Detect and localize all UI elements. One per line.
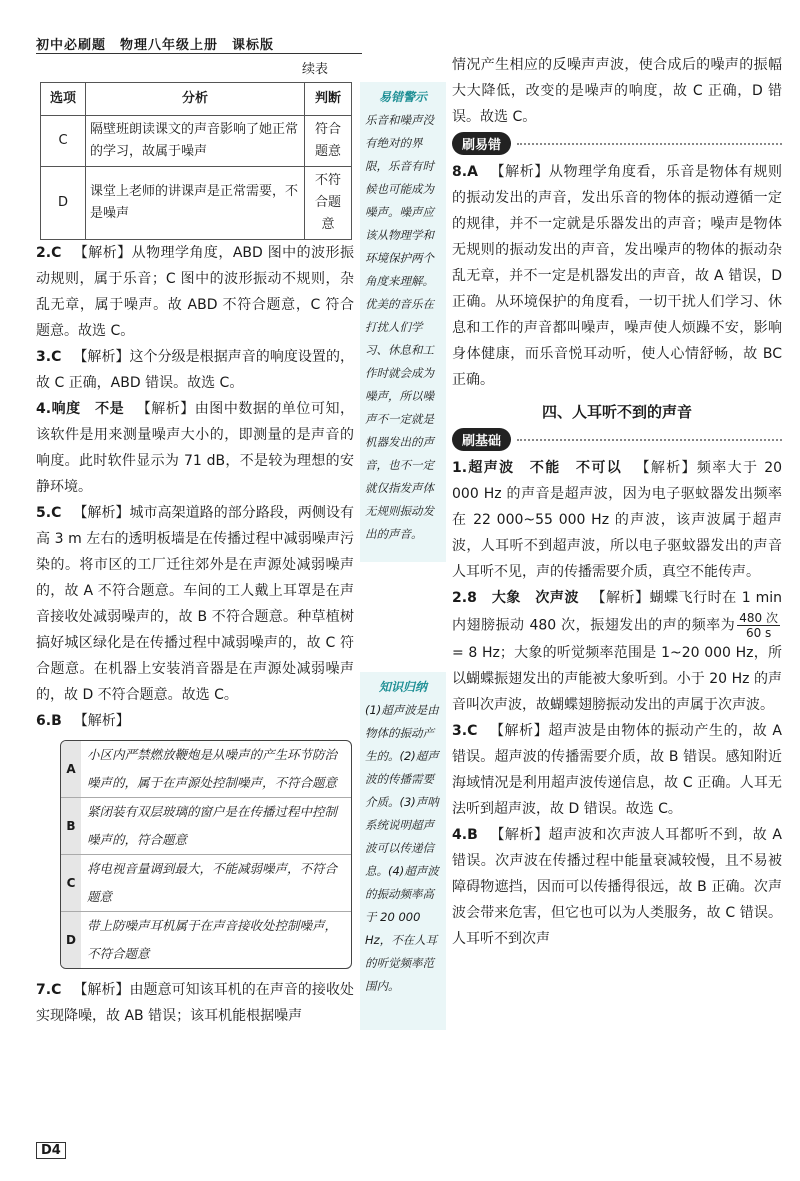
sidebar-knowledge bbox=[360, 672, 446, 1030]
table-header-cell: 判断 bbox=[305, 83, 352, 116]
option-letter: B bbox=[61, 798, 81, 854]
banner-dots bbox=[517, 143, 782, 145]
table-header-cell: 分析 bbox=[86, 83, 305, 116]
analysis-cell: 隔壁班朗读课文的声音影响了她正常的学习，故属于噪声 bbox=[86, 116, 305, 167]
option-row bbox=[61, 798, 351, 855]
banner-tag: 刷基础 bbox=[452, 428, 511, 451]
judge-cell: 不符合题意 bbox=[305, 167, 352, 240]
option-letter: A bbox=[61, 741, 81, 797]
option-row bbox=[61, 741, 351, 798]
option-analysis-box bbox=[60, 740, 352, 969]
answer-r4: 4.B 【解析】超声波和次声波人耳都听不到，故 A 错误。次声波在传播过程中能量衰减较慢，且不易被障碍物遮挡，因而可以传播得很远，故 B 正确。次声波会带来危害，但它也可以为人类服务，故 C 错误。人耳听不到次声 bbox=[452, 827, 782, 947]
answer-7: 7.C 【解析】由题意可知该耳机的在声音的接收处实现降噪，故 AB 错误；该耳机能根据噪声 bbox=[36, 982, 354, 1024]
table-row bbox=[41, 116, 352, 167]
banner-dots bbox=[517, 439, 782, 441]
analysis-table bbox=[40, 82, 352, 240]
answer-4: 4.响度 不是 【解析】由图中数据的单位可知，该软件是用来测量噪声大小的，即测量的是声音的响度。此时软件显示为 71 dB，不是较为理想的安静环境。 bbox=[36, 401, 354, 495]
sidebar-title: 知识归纳 bbox=[378, 680, 427, 694]
right-column bbox=[452, 52, 782, 952]
page-number: D4 bbox=[36, 1142, 66, 1159]
option-text: 带上防噪声耳机属于在声音接收处控制噪声，不符合题意 bbox=[87, 918, 338, 961]
sidebar-title: 易错警示 bbox=[378, 90, 427, 104]
sidebar-tip-error bbox=[360, 82, 446, 562]
option-text: 将电视音量调到最大，不能减弱噪声，不符合题意 bbox=[87, 861, 338, 904]
answer-r3: 3.C 【解析】超声波是由物体的振动产生的，故 A 错误。超声波的传播需要介质，故 B 错误。感知附近海域情况是利用超声波传递信息，故 C 正确。人耳无法听到超声波，故 D 错误。故选 C。 bbox=[452, 723, 782, 817]
option-text: 小区内严禁燃放鞭炮是从噪声的产生环节防治噪声的，属于在声源处控制噪声，不符合题意 bbox=[87, 747, 338, 790]
banner-easy-error bbox=[452, 132, 782, 155]
sidebar-text: 乐音和噪声没有绝对的界限，乐音有时候也可能成为噪声。噪声应该从物理学和环境保护两个角度来理解。优美的音乐在打扰人们学习、休息和工作时就会成为噪声，所以噪声不一定就是机器发出的声音，也不一定就仅指发声体无规则振动发出的声音。 bbox=[365, 113, 434, 541]
banner-basics bbox=[452, 428, 782, 451]
option-letter: D bbox=[61, 912, 81, 968]
option-cell: D bbox=[41, 167, 86, 240]
table-caption: 续表 bbox=[301, 62, 328, 77]
table-row bbox=[41, 167, 352, 240]
fraction: $\frac{\text{480 次}}{60 s}$ bbox=[739, 611, 778, 640]
answer-5: 5.C 【解析】城市高架道路的部分路段，两侧设有高 3 m 左右的透明板墙是在传播过程中减弱噪声污染的。将市区的工厂迁往郊外是在声源处减弱噪声的，故 A 不符合题意。车间的工人戴上耳罩是在声音接收处减弱噪声的，故 B 不符合题意。种草植树搞好城区绿化是在传播过程中减弱噪声的，故 C 符合题意。在机器上安装消音器是在声源处减弱噪声的，故 D 不符合题意。故选 C。 bbox=[36, 505, 354, 703]
judge-cell: 符合题意 bbox=[305, 116, 352, 167]
answer-3: 3.C 【解析】这个分级是根据声音的响度设置的，故 C 正确，ABD 错误。故选 C。 bbox=[36, 349, 354, 391]
answer-8: 8.A 【解析】从物理学角度看，乐音是物体有规则的振动发出的声音，发出乐音的物体的振动遵循一定的规律，并不一定就是乐器发出的声音；噪声是物体无规则的振动发出的声音，发出噪声的物体的振动杂乱无章，并不一定是机器发出的声音，故 A 错误，D 正确。从环境保护的角度看，一切干扰人们学习、休息和工作的声音都叫噪声，噪声使人烦躁不安，影响身体健康，而乐音悦耳动听，使人心情舒畅，故 BC 正确。 bbox=[452, 164, 782, 388]
option-row bbox=[61, 912, 351, 968]
table-header-cell: 选项 bbox=[41, 83, 86, 116]
answer-2: 2.C 【解析】从物理学角度，ABD 图中的波形振动规则，属于乐音；C 图中的波形振动不规则，杂乱无章，属于噪声。故 ABD 不符合题意，C 符合题意。故选 C。 bbox=[36, 245, 354, 339]
sidebar-text: (1)超声波是由物体的振动产生的。(2)超声波的传播需要介质。(3)声呐系统说明超声波可以传递信息。(4)超声波的振动频率高于 20 000 Hz，不在人耳的听觉频率范围内。 bbox=[365, 703, 439, 993]
left-column bbox=[36, 60, 354, 1029]
answer-r2: 2.8 大象 次声波 【解析】蝴蝶飞行时在 1 min 内翅膀振动 480 次，振翅发出的声的频率为 $\frac{\text{480 次}}{60 s}$ = 8 Hz；大象的听觉频率范围是 1~20 000 Hz，所以蝴蝶振翅发出的声能被大象听到。小于 20 Hz 的声音叫次声波，故蝴蝶翅膀振动发出的声属于次声波。 bbox=[452, 590, 782, 713]
answer-6: 6.B 【解析】 bbox=[36, 713, 130, 729]
running-header: 初中必刷题 物理八年级上册 课标版 bbox=[36, 38, 275, 53]
banner-tag: 刷易错 bbox=[452, 132, 511, 155]
option-text: 紧闭装有双层玻璃的窗户是在传播过程中控制噪声的，符合题意 bbox=[87, 804, 338, 847]
analysis-cell: 课堂上老师的讲课声是正常需要，不是噪声 bbox=[86, 167, 305, 240]
answer-r1: 1.超声波 不能 不可以 【解析】频率大于 20 000 Hz 的声音是超声波，因为电子驱蚊器发出频率在 22 000~55 000 Hz 的声波，该声波属于超声波，人耳听不到超声波，所以电子驱蚊器发出的声音人耳听不见，声的传播需要介质，真空不能传声。 bbox=[452, 460, 783, 580]
option-cell: C bbox=[41, 116, 86, 167]
answer-7-continued: 情况产生相应的反噪声声波，使合成后的噪声的振幅大大降低，改变的是噪声的响度，故 C 正确，D 错误。故选 C。 bbox=[452, 57, 782, 125]
option-letter: C bbox=[61, 855, 81, 911]
table-header-row bbox=[41, 83, 352, 116]
section-heading: 四、人耳听不到的声音 bbox=[541, 403, 692, 421]
option-row bbox=[61, 855, 351, 912]
header-rule bbox=[36, 53, 362, 54]
